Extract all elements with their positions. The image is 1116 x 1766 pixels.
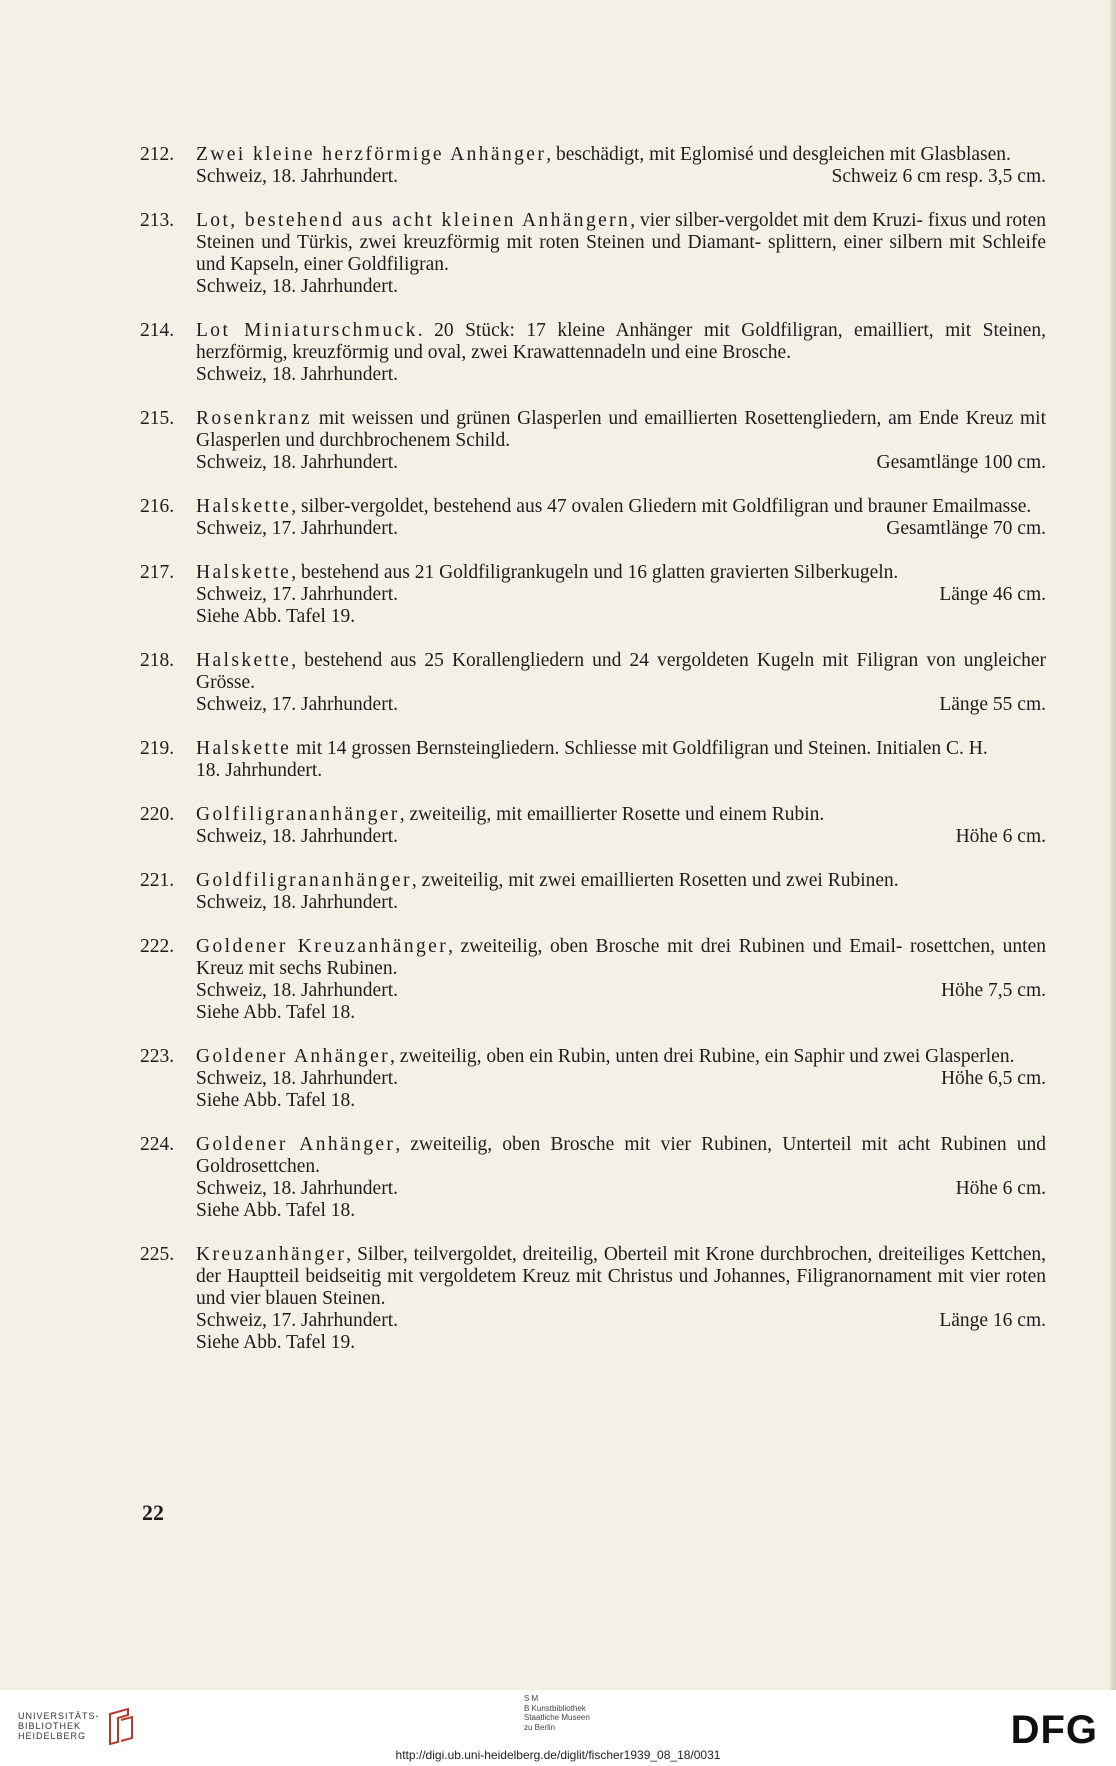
- entry-text: zwei Glasperlen.: [883, 1046, 1015, 1067]
- entry-description: [196, 210, 1046, 276]
- entry-text: mit weissen und grünen Glasperlen und emaillierten Rosettengliedern,: [312, 408, 882, 429]
- origin-line: [196, 826, 1046, 848]
- entry-measurement: Länge 16 cm.: [939, 1310, 1046, 1331]
- entry-number: 223.: [140, 1046, 175, 1067]
- stamp-line: Staatliche Museen: [524, 1713, 590, 1722]
- origin-line: [196, 452, 1046, 474]
- entry-text: mit 14 grossen Bernsteingliedern. Schliesse mit Goldfiligran und Steinen.: [291, 738, 872, 759]
- entry-number: 212.: [140, 144, 175, 165]
- entry-measurement: Schweiz 6 cm resp. 3,5 cm.: [831, 166, 1046, 187]
- entry-origin: Schweiz, 18. Jahrhundert.: [196, 826, 398, 847]
- entry-origin: Schweiz, 18. Jahrhundert.: [196, 166, 398, 187]
- entry-number: 213.: [140, 210, 175, 231]
- entry-number: 221.: [140, 870, 175, 891]
- entry-number: 215.: [140, 408, 175, 429]
- dfg-logo[interactable]: DFG: [1010, 1708, 1098, 1752]
- origin-line: [196, 760, 1046, 782]
- entry-number: 224.: [140, 1134, 175, 1155]
- entry-measurement: Höhe 6,5 cm.: [940, 1068, 1046, 1089]
- entry-measurement: Höhe 7,5 cm.: [940, 980, 1046, 1001]
- entry-measurement: Höhe 6 cm.: [955, 1178, 1046, 1199]
- entry-origin: Schweiz, 17. Jahrhundert.: [196, 584, 398, 605]
- catalog-entries: [140, 144, 1046, 1376]
- catalog-entry: [140, 936, 1046, 1024]
- origin-line: [196, 518, 1046, 540]
- entry-measurement: Höhe 6 cm.: [955, 826, 1046, 847]
- entry-text: , beschädigt, mit Eglomisé und desgleichen: [546, 144, 885, 165]
- entry-origin: Schweiz, 18. Jahrhundert.: [196, 1178, 398, 1199]
- entry-text: dreiteiliges Kettchen, der Hauptteil beidseitig mit vergoldetem Kreuz mit Christus und: [196, 1244, 1046, 1287]
- entry-text: Johannes, Filigranornament mit vier roten und vier blauen Steinen.: [196, 1266, 1046, 1309]
- catalog-entry: [140, 738, 1046, 782]
- entry-text: , bestehend aus 21 Goldfiligrankugeln und 16 glatten gravierten Silberkugeln.: [291, 562, 899, 583]
- entry-description: [196, 1134, 1046, 1178]
- entry-origin: 18. Jahrhundert.: [196, 760, 323, 781]
- entry-text: , silber-vergoldet, bestehend aus 47 ovalen Gliedern mit Goldfiligran und: [291, 496, 863, 517]
- entry-description: [196, 1046, 1046, 1068]
- catalog-entry: [140, 1134, 1046, 1222]
- catalog-entry: [140, 804, 1046, 848]
- entry-number: 216.: [140, 496, 175, 517]
- entry-title: Goldener Kreuzanhänger: [196, 936, 449, 957]
- entry-text: , zweiteilig, oben Brosche mit vier Rubinen, Unterteil mit acht: [395, 1134, 931, 1155]
- catalog-entry: [140, 144, 1046, 188]
- entry-title: Golfiligrananhänger: [196, 804, 400, 825]
- entry-description: [196, 650, 1046, 694]
- entry-title: Lot, bestehend aus acht kleinen Anhängern: [196, 210, 631, 231]
- entry-title: Zwei kleine herzförmige Anhänger: [196, 144, 547, 165]
- entry-description: [196, 496, 1046, 518]
- catalog-entry: [140, 496, 1046, 540]
- library-emblem-icon: [106, 1706, 136, 1746]
- entry-origin: Schweiz, 17. Jahrhundert.: [196, 1310, 398, 1331]
- entry-number: 225.: [140, 1244, 175, 1265]
- entry-plate-reference: Siehe Abb. Tafel 18.: [196, 1200, 356, 1221]
- entry-text: am Ende Kreuz mit Glasperlen und durchbrochenem Schild.: [196, 408, 1047, 451]
- origin-line: [196, 1068, 1046, 1090]
- entry-text: mit Glasblasen.: [889, 144, 1011, 165]
- uni-line: BIBLIOTHEK: [18, 1721, 82, 1731]
- footer: [0, 1690, 1116, 1766]
- entry-plate-reference: Siehe Abb. Tafel 19.: [196, 606, 356, 627]
- entry-description: [196, 870, 1046, 892]
- entry-description: [196, 144, 1046, 166]
- entry-text: splittern, einer silbern mit Schleife und Kapseln, einer Goldfiligran.: [196, 232, 1047, 275]
- entry-plate-reference: Siehe Abb. Tafel 18.: [196, 1002, 356, 1023]
- catalog-entry: [140, 562, 1046, 628]
- entry-origin: Schweiz, 17. Jahrhundert.: [196, 518, 398, 539]
- kunstbibliothek-stamp: [524, 1694, 590, 1732]
- entry-title: Kreuzanhänger: [196, 1244, 347, 1265]
- origin-line: [196, 694, 1046, 716]
- origin-line: [196, 1310, 1046, 1332]
- entry-plate-reference: Siehe Abb. Tafel 19.: [196, 1332, 356, 1353]
- entry-text: Rubinen und Goldrosettchen.: [196, 1134, 1046, 1177]
- entry-origin: Schweiz, 18. Jahrhundert.: [196, 980, 398, 1001]
- entry-text: Initialen C. H.: [876, 738, 988, 759]
- entry-number: 222.: [140, 936, 175, 957]
- catalog-entry: [140, 1046, 1046, 1112]
- origin-line: [196, 1178, 1046, 1200]
- stamp-line: B Kunstbibliothek: [524, 1703, 586, 1713]
- entry-description: [196, 804, 1046, 826]
- entry-text: rosettchen, unten Kreuz mit sechs Rubinen.: [196, 936, 1046, 979]
- entry-description: [196, 936, 1046, 980]
- entry-number: 217.: [140, 562, 175, 583]
- entry-text: , zweiteilig, oben Brosche mit drei Rubinen und Email-: [448, 936, 903, 957]
- entry-text: , zweiteilig, mit emaillierter Rosette und einem Rubin.: [399, 804, 825, 825]
- origin-line: [196, 166, 1046, 188]
- entry-title: Halskette: [196, 496, 292, 517]
- page-number: 22: [142, 1500, 164, 1525]
- entry-description: [196, 562, 1046, 584]
- entry-number: 220.: [140, 804, 175, 825]
- entry-origin: Schweiz, 17. Jahrhundert.: [196, 694, 398, 715]
- permalink-url[interactable]: http://digi.ub.uni-heidelberg.de/diglit/fischer1939_08_18/0031: [395, 1748, 721, 1762]
- entry-text: von ungleicher Grösse.: [196, 650, 1046, 693]
- uni-line: UNIVERSITÄTS-: [18, 1711, 100, 1721]
- catalog-entry: [140, 210, 1046, 298]
- origin-line: [196, 892, 1046, 914]
- entry-measurement: Gesamtlänge 100 cm.: [876, 452, 1046, 473]
- entry-origin: Schweiz, 18. Jahrhundert.: [196, 892, 398, 913]
- entry-title: Goldfiligrananhänger: [196, 870, 412, 891]
- entry-measurement: Gesamtlänge 70 cm.: [886, 518, 1046, 539]
- origin-line: [196, 980, 1046, 1002]
- entry-origin: Schweiz, 18. Jahrhundert.: [196, 452, 398, 473]
- entry-text: , zweiteilig, mit zwei emaillierten Rosetten und zwei Rubinen.: [411, 870, 899, 891]
- entry-text: brauner Emailmasse.: [867, 496, 1032, 517]
- entry-plate-reference: Siehe Abb. Tafel 18.: [196, 1090, 356, 1111]
- origin-line: [196, 364, 1046, 386]
- entry-text: fixus und roten Steinen und Türkis, zwei kreuzförmig mit roten Steinen und Diamant-: [196, 210, 1046, 253]
- catalog-entry: [140, 1244, 1046, 1354]
- stamp-line: zu Berlin: [524, 1722, 556, 1732]
- entry-description: [196, 320, 1046, 364]
- catalog-entry: [140, 320, 1046, 386]
- entry-origin: Schweiz, 18. Jahrhundert.: [196, 1068, 398, 1089]
- entry-title: Rosenkranz: [196, 408, 313, 429]
- entry-origin: Schweiz, 18. Jahrhundert.: [196, 276, 398, 297]
- entry-origin: Schweiz, 18. Jahrhundert.: [196, 364, 398, 385]
- catalog-entry: [140, 408, 1046, 474]
- entry-text: . 20 Stück: 17 kleine Anhänger mit Goldfiligran, emailliert,: [417, 320, 934, 341]
- entry-title: Halskette: [196, 562, 292, 583]
- entry-title: Goldener Anhänger: [196, 1134, 396, 1155]
- entry-text: , vier silber-vergoldet mit dem Kruzi-: [630, 210, 923, 231]
- entry-text: , bestehend aus 25 Korallengliedern und 24 vergoldeten Kugeln mit Filigran: [291, 650, 919, 671]
- entry-text: , zweiteilig, oben ein Rubin, unten drei Rubine, ein Saphir und: [390, 1046, 879, 1067]
- entry-title: Halskette: [196, 738, 292, 759]
- origin-line: [196, 276, 1046, 298]
- entry-title: Goldener Anhänger: [196, 1046, 391, 1067]
- stamp-line: S M: [524, 1694, 539, 1703]
- entry-text: mit Steinen, herzförmig, kreuzförmig und oval, zwei Krawattennadeln und eine Brosche.: [196, 320, 1047, 363]
- entry-number: 214.: [140, 320, 175, 341]
- origin-line: [196, 584, 1046, 606]
- university-library-logo[interactable]: [18, 1706, 136, 1746]
- uni-line: HEIDELBERG: [18, 1731, 87, 1741]
- entry-description: [196, 738, 1046, 760]
- catalog-entry: [140, 650, 1046, 716]
- catalog-entry: [140, 870, 1046, 914]
- page-edge: [1110, 0, 1116, 1690]
- entry-title: Lot Miniaturschmuck: [196, 320, 418, 341]
- entry-title: Halskette: [196, 650, 292, 671]
- entry-description: [196, 408, 1046, 452]
- entry-measurement: Länge 55 cm.: [939, 694, 1046, 715]
- entry-text: , Silber, teilvergoldet, dreiteilig, Oberteil mit Krone durchbrochen,: [346, 1244, 873, 1265]
- entry-number: 218.: [140, 650, 175, 671]
- entry-number: 219.: [140, 738, 175, 759]
- entry-measurement: Länge 46 cm.: [939, 584, 1046, 605]
- entry-description: [196, 1244, 1046, 1310]
